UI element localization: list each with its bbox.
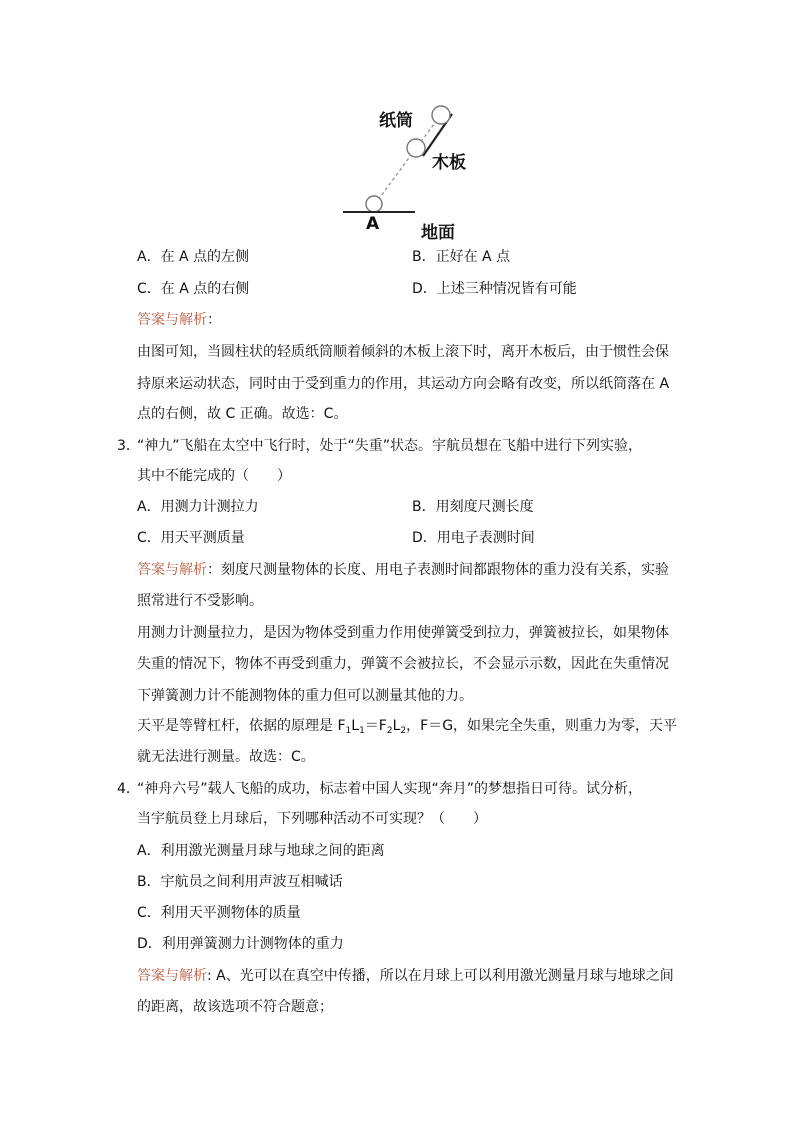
q3-analysis-line-3: 失重的情况下，物体不再受到重力，弹簧不会被拉长，不会显示示数，因此在失重情况 bbox=[137, 656, 669, 672]
q2-answer-label: 答案与解析 bbox=[137, 312, 207, 328]
q2-analysis-line-1: 由图可知，当圆柱状的轻质纸筒顺着倾斜的木板上滚下时，离开木板后，由于惯性会保 bbox=[137, 344, 669, 360]
label-point-a: A bbox=[366, 214, 380, 234]
tube-circle-middle bbox=[407, 139, 425, 157]
q2-analysis-line-2: 持原来运动状态，同时由于受到重力的作用，其运动方向会略有改变，所以纸筒落在 A bbox=[137, 376, 670, 392]
q3-stem-line-1: “神九”飞船在太空中飞行时，处于“失重”状态。宇航员想在飞船中进行下列实验， bbox=[137, 438, 643, 454]
q2-option-a: A．在 A 点的左侧 bbox=[137, 249, 250, 265]
q3-formula-eq: ＝F bbox=[364, 718, 387, 734]
dashed-trajectory bbox=[375, 120, 437, 204]
tube-circle-top bbox=[432, 106, 450, 124]
q2-answer-heading bbox=[137, 310, 221, 330]
q3-analysis-last: 就无法进行测量。故选：C。 bbox=[137, 749, 315, 765]
q3-option-b: B．用刻度尺测长度 bbox=[412, 499, 534, 515]
q4-option-a: A．利用激光测量月球与地球之间的距离 bbox=[137, 843, 385, 859]
q3-formula-pre: 天平是等臂杠杆，依据的原理是 F bbox=[137, 718, 346, 734]
q4-stem-line-1: “神舟六号”载人飞船的成功，标志着中国人实现“奔月”的梦想指日可待。试分析， bbox=[137, 781, 643, 797]
q4-answer-label: 答案与解析 bbox=[137, 968, 207, 984]
q4-answer-text: : A、光可以在真空中传播，所以在月球上可以利用激光测量月球与地球之间 bbox=[207, 968, 674, 984]
q4-option-c: C．利用天平测物体的质量 bbox=[137, 905, 301, 921]
q3-answer-text: ：刻度尺测量物体的长度、用电子表测时间都跟物体的重力没有关系，实验 bbox=[207, 562, 669, 578]
q3-analysis-line-2: 用测力计测量拉力，是因为物体受到重力作用使弹簧受到拉力，弹簧被拉长，如果物体 bbox=[137, 625, 669, 641]
q2-option-b: B．正好在 A 点 bbox=[412, 249, 511, 265]
q4-option-b: B．宇航员之间利用声波互相喊话 bbox=[137, 874, 343, 890]
q3-sub-1a: 1 bbox=[345, 726, 352, 736]
q4-stem-line-2: 当宇航员登上月球后，下列哪种活动不可实现？（ ） bbox=[137, 811, 487, 827]
tube-circle-bottom bbox=[366, 196, 382, 212]
rolling-tube-figure bbox=[335, 100, 485, 243]
q3-sub-2b: 2 bbox=[400, 726, 407, 736]
q4-number: 4． bbox=[117, 781, 140, 797]
q3-formula-post: ，F＝G，如果完全失重，则重力为零，天平 bbox=[406, 718, 678, 734]
q3-formula-line bbox=[137, 716, 677, 741]
q2-option-d: D．上述三种情况皆有可能 bbox=[412, 281, 577, 297]
q3-analysis-line-4: 下弹簧测力计不能测物体的重力但可以测量其他的力。 bbox=[137, 688, 473, 704]
q3-answer-line-1 bbox=[137, 560, 669, 580]
q3-stem-line-2: 其中不能完成的（ ） bbox=[137, 468, 291, 484]
label-wood-board: 木板 bbox=[432, 153, 466, 173]
label-paper-tube: 纸筒 bbox=[379, 111, 413, 131]
label-ground: 地面 bbox=[421, 223, 455, 243]
q3-sub-2a: 2 bbox=[386, 726, 393, 736]
q3-sub-1b: 1 bbox=[359, 726, 365, 736]
q2-analysis-line-3: 点的右侧，故 C 正确。故选：C。 bbox=[137, 406, 348, 422]
q4-answer-line-1 bbox=[137, 966, 674, 986]
q3-answer-label: 答案与解析 bbox=[137, 562, 207, 578]
q2-answer-colon: ： bbox=[207, 312, 221, 328]
q3-option-a: A．用测力计测拉力 bbox=[137, 499, 259, 515]
q3-option-d: D．用电子表测时间 bbox=[412, 530, 535, 546]
q3-number: 3． bbox=[117, 438, 140, 454]
q4-answer-line-2: 的距离，故该选项不符合题意； bbox=[137, 999, 333, 1015]
q3-option-c: C．用天平测质量 bbox=[137, 530, 245, 546]
q3-analysis-line-1: 照常进行不受影响。 bbox=[137, 593, 263, 609]
q3-formula-l1: L bbox=[351, 718, 360, 734]
q2-option-c: C．在 A 点的右侧 bbox=[137, 281, 250, 297]
q4-option-d: D．利用弹簧测力计测物体的重力 bbox=[137, 936, 344, 952]
q3-formula-l2: L bbox=[392, 718, 401, 734]
